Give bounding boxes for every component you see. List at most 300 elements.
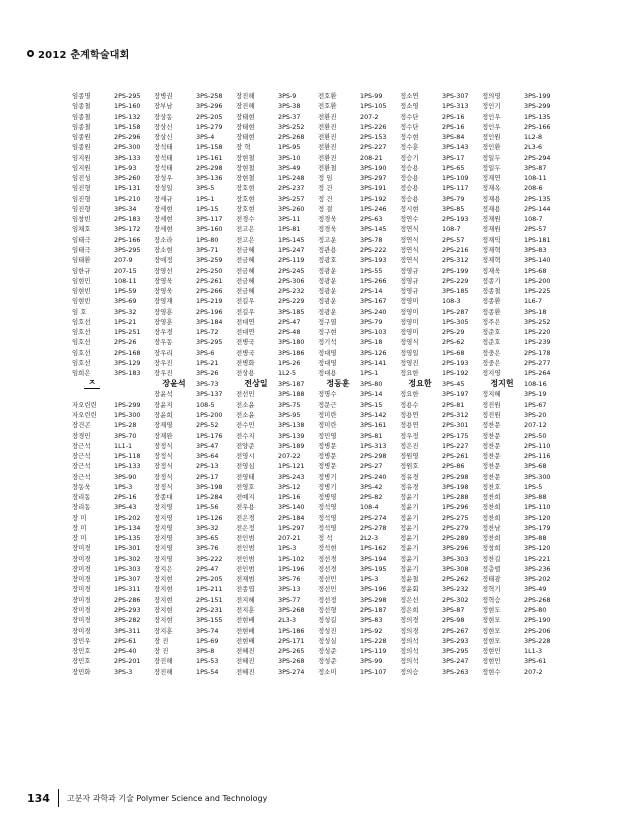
- author-name: 전영시: [236, 452, 255, 461]
- paper-code: 2PS-232: [278, 287, 305, 296]
- paper-code: 2PS-26: [114, 338, 137, 347]
- paper-code: 2PS-265: [278, 647, 305, 656]
- paper-code: 3PS-133: [114, 153, 141, 162]
- author-name: 임호선: [72, 328, 91, 337]
- paper-code: 3PS-186: [278, 348, 305, 357]
- author-name: 정원영: [400, 452, 419, 461]
- index-row: [72, 451, 562, 461]
- author-name: 자오린린: [72, 400, 97, 409]
- paper-code: 1PS-102: [278, 554, 305, 563]
- author-name: 정병문: [318, 462, 337, 471]
- author-name: 정주은: [482, 317, 501, 326]
- author-name: 정수훈: [400, 143, 419, 152]
- paper-code: 1PS-135: [114, 534, 141, 543]
- author-name: 정윤기: [400, 523, 419, 532]
- paper-code: 2PS-57: [442, 235, 465, 244]
- paper-code: 2PS-205: [196, 575, 223, 584]
- author-name: 임창빈: [72, 215, 91, 224]
- author-name: 정광호: [318, 256, 337, 265]
- index-row: [72, 605, 562, 615]
- paper-code: 3PS-10: [278, 153, 301, 162]
- author-name: 전인범: [236, 544, 255, 553]
- paper-code: 1PS-15: [196, 204, 219, 213]
- index-row: [72, 122, 562, 132]
- author-name: 장근석: [72, 441, 91, 450]
- paper-code: 3PS-11: [278, 215, 301, 224]
- paper-code: 3PS-295: [442, 647, 469, 656]
- author-name: 전혜진: [236, 667, 255, 676]
- author-name: 정수현: [400, 133, 419, 142]
- author-name: 전경수: [236, 215, 255, 224]
- paper-code: 2PS-144: [524, 204, 551, 213]
- paper-code: 3PS-85: [442, 204, 465, 213]
- author-name: 정선경: [318, 554, 337, 563]
- paper-code: 1PS-284: [196, 493, 223, 502]
- paper-code: 2PS-298: [360, 452, 387, 461]
- paper-code: 3PS-260: [278, 204, 305, 213]
- author-name: 전환철: [318, 163, 337, 172]
- author-name: 장영훈: [154, 317, 173, 326]
- paper-code: 1PS-145: [278, 235, 305, 244]
- author-name: 전금혜: [236, 256, 255, 265]
- author-name: 정연식: [400, 225, 419, 234]
- paper-code: 3PS-120: [524, 513, 551, 522]
- author-name: 장지훈: [154, 626, 173, 635]
- index-row: [72, 543, 562, 553]
- paper-code: 3PS-189: [278, 441, 305, 450]
- author-name: 정성진: [318, 626, 337, 635]
- author-name: 장진해: [154, 667, 173, 676]
- author-name: 임종철: [72, 102, 91, 111]
- paper-code: 3PS-199: [524, 92, 551, 100]
- paper-code: 2PS-151: [196, 595, 223, 604]
- author-name: 정영규: [400, 287, 419, 296]
- paper-code: 1PS-81: [278, 225, 301, 234]
- author-name: 정재익: [482, 235, 501, 244]
- author-name: 정찬길: [482, 554, 501, 563]
- paper-code: 3PS-74: [196, 626, 219, 635]
- author-name: 장 진: [154, 647, 169, 656]
- author-name: 정혁승: [482, 595, 501, 604]
- author-name: 정연수: [400, 215, 419, 224]
- author-name: 정인원: [482, 133, 501, 142]
- index-row: [72, 523, 562, 533]
- author-name: 정윤기: [400, 513, 419, 522]
- author-name: 정현모: [482, 616, 501, 625]
- paper-code: 1PS-279: [196, 122, 223, 131]
- author-name: 정찬남: [482, 523, 501, 532]
- paper-code: 3PS-79: [360, 317, 383, 326]
- paper-code: 2PS-184: [278, 513, 305, 522]
- paper-code: 3PS-43: [114, 503, 137, 512]
- author-name: 임 호: [72, 307, 87, 316]
- paper-code: 3PS-202: [524, 575, 551, 584]
- paper-code: 3PS-183: [114, 369, 141, 378]
- author-name: 정선정: [318, 595, 337, 604]
- paper-code: 1PS-56: [196, 503, 219, 512]
- author-name: 전인범: [236, 564, 255, 573]
- paper-code: 1PS-248: [278, 174, 305, 183]
- index-row: [72, 646, 562, 656]
- paper-code: 1PS-95: [278, 143, 301, 152]
- paper-code: 3PS-252: [524, 317, 551, 326]
- paper-code: 3PS-299: [524, 102, 551, 111]
- paper-code: 3PS-83: [360, 616, 383, 625]
- paper-code: 3PS-155: [196, 616, 223, 625]
- paper-code: 3PS-240: [360, 307, 387, 316]
- paper-code: 1PS-227: [442, 441, 469, 450]
- paper-code: 3PS-126: [360, 348, 387, 357]
- paper-code: 1PS-3: [114, 482, 133, 491]
- paper-code: 3PS-12: [278, 482, 301, 491]
- author-name: 전환진: [318, 133, 337, 142]
- paper-code: 2PS-135: [524, 194, 551, 203]
- paper-code: 1PS-220: [524, 328, 551, 337]
- paper-code: 1PS-1: [196, 194, 215, 203]
- paper-code: 1PS-121: [278, 462, 305, 471]
- author-name: 장지영: [154, 503, 173, 512]
- author-name: 장재완: [154, 431, 173, 440]
- author-name: 장윤지: [154, 400, 173, 409]
- author-name: 전지혜: [236, 595, 255, 604]
- paper-code: 1PS-21: [196, 358, 219, 367]
- author-name: 장영훈: [154, 307, 173, 316]
- paper-code: 3PS-19: [524, 390, 547, 399]
- author-name: 임진형: [72, 204, 91, 213]
- author-name: 정연식: [400, 256, 419, 265]
- author-name: 전은정: [236, 523, 255, 532]
- author-name: 정석현: [318, 544, 337, 553]
- author-name: 정찬희: [482, 534, 501, 543]
- paper-code: 2PS-166: [524, 122, 551, 131]
- paper-code: 207-21: [278, 534, 301, 543]
- author-name: 장호현: [236, 204, 255, 213]
- author-name: 장지현: [154, 585, 173, 594]
- author-name: 전금혜: [236, 245, 255, 254]
- paper-code: 2PS-250: [196, 266, 223, 275]
- author-index: [72, 91, 562, 677]
- paper-code: 3PS-38: [278, 102, 301, 111]
- author-name: 정준호: [482, 328, 501, 337]
- author-name: 임태극: [72, 235, 91, 244]
- author-name: 장미경: [72, 585, 91, 594]
- author-name: 임종철: [72, 122, 91, 131]
- author-name: 정병영: [318, 493, 337, 502]
- author-name: 전환진: [318, 153, 337, 162]
- author-name: 임호선: [72, 317, 91, 326]
- author-name: 정재욱: [482, 266, 501, 275]
- author-name: 정 건: [318, 194, 333, 203]
- author-name: 정의경: [400, 626, 419, 635]
- author-name: 정승용: [400, 194, 419, 203]
- paper-code: 3PS-61: [524, 657, 547, 666]
- paper-code: 3PS-65: [196, 534, 219, 543]
- paper-code: 3PS-32: [196, 523, 219, 532]
- paper-code: 2PS-301: [442, 421, 469, 430]
- paper-code: 1PS-69: [196, 636, 219, 645]
- paper-code: [112, 389, 154, 399]
- index-row: [72, 389, 562, 399]
- paper-code: 1PS-239: [524, 338, 551, 347]
- author-name: 전현배: [236, 626, 255, 635]
- paper-code: 2PS-277: [524, 358, 551, 367]
- paper-code: 1PS-107: [360, 667, 387, 676]
- paper-code: 1PS-202: [114, 513, 141, 522]
- paper-code: 2PS-166: [114, 235, 141, 244]
- paper-code: 3PS-8: [196, 647, 215, 656]
- author-name: 장정식: [154, 441, 173, 450]
- index-row: [72, 214, 562, 224]
- paper-code: 1PS-266: [360, 276, 387, 285]
- paper-code: 1PS-21: [114, 317, 137, 326]
- author-name: 정찬문: [482, 431, 501, 440]
- paper-code: 2PS-27: [360, 462, 383, 471]
- author-name: 전소윤: [236, 400, 255, 409]
- paper-code: 1PS-5: [524, 482, 543, 491]
- paper-code: 1PS-299: [114, 400, 141, 409]
- paper-code: 2PS-57: [524, 225, 547, 234]
- paper-code: 1PS-246: [360, 204, 387, 213]
- author-name: 정연식: [400, 245, 419, 254]
- paper-code: 1PS-192: [442, 369, 469, 378]
- paper-code: 3PS-64: [196, 452, 219, 461]
- paper-code: 3PS-88: [524, 534, 547, 543]
- author-name: 정선민: [318, 575, 337, 584]
- paper-code: 1PS-192: [360, 194, 387, 203]
- author-name: 장지영: [154, 534, 173, 543]
- paper-code: 2PS-116: [524, 452, 551, 461]
- author-name: 정찬호: [482, 482, 501, 491]
- paper-code: 3PS-9: [278, 92, 297, 100]
- paper-code: 208-21: [360, 153, 383, 162]
- author-name: 임호선: [72, 348, 91, 357]
- paper-code: 207-9: [114, 256, 133, 265]
- paper-code: 2PS-86: [442, 462, 465, 471]
- author-name: 장우리: [154, 348, 173, 357]
- author-name: 정찬희: [482, 513, 501, 522]
- author-name: 정태광: [482, 575, 501, 584]
- paper-code: 2PS-40: [114, 647, 137, 656]
- paper-code: 3PS-194: [360, 554, 387, 563]
- paper-code: 2PS-16: [442, 122, 465, 131]
- author-name: 장호현: [236, 194, 255, 203]
- paper-code: 2PS-275: [442, 513, 469, 522]
- paper-code: 3PS-180: [278, 338, 305, 347]
- paper-code: 2L3-3: [278, 616, 297, 625]
- paper-code: 3PS-296: [442, 544, 469, 553]
- author-name: 장태현: [236, 122, 255, 131]
- author-name: 임지원: [72, 153, 91, 162]
- page-header: [27, 46, 129, 60]
- paper-code: 3PS-193: [360, 256, 387, 265]
- paper-code: 3PS-75: [278, 400, 301, 409]
- author-name: 정윤기: [400, 554, 419, 563]
- author-name: 정미란: [318, 410, 337, 419]
- author-name: 전상용: [236, 369, 255, 378]
- index-row: [72, 656, 562, 666]
- author-name: 장지현: [154, 595, 173, 604]
- index-row: [72, 595, 562, 605]
- author-name: 정윤회: [400, 585, 419, 594]
- author-name: 정용연: [400, 421, 419, 430]
- paper-code: 3PS-197: [442, 390, 469, 399]
- paper-code: 1PS-162: [360, 544, 387, 553]
- author-name: 임현민: [72, 276, 91, 285]
- paper-code: 2PS-16: [114, 493, 137, 502]
- author-name: 장소라: [154, 235, 173, 244]
- paper-code: 1PS-117: [442, 184, 469, 193]
- author-name: 정광운: [318, 266, 337, 275]
- author-name: 장윤희: [154, 410, 173, 419]
- author-name: 전현배: [236, 636, 255, 645]
- author-name: 임종명: [72, 92, 91, 100]
- author-name: 전선민: [236, 390, 255, 399]
- author-name: 정원호: [400, 462, 419, 471]
- paper-code: 2PS-268: [524, 595, 551, 604]
- paper-code: 3PS-71: [196, 245, 219, 254]
- paper-code: 1PS-134: [114, 523, 141, 532]
- paper-code: 2PS-153: [360, 133, 387, 142]
- author-name: 전지훈: [236, 606, 255, 615]
- paper-code: 2PS-82: [360, 493, 383, 502]
- paper-code: 2PS-261: [442, 452, 469, 461]
- paper-code: 2PS-227: [360, 143, 387, 152]
- paper-code: 3PS-138: [278, 421, 305, 430]
- paper-code: 3PS-145: [360, 225, 387, 234]
- paper-code: 3PS-5: [196, 184, 215, 193]
- paper-code: 3PS-307: [442, 92, 469, 100]
- paper-code: 2PS-47: [278, 317, 301, 326]
- author-name: 정찬문: [482, 452, 501, 461]
- index-row: [72, 307, 562, 317]
- author-name: 전병화: [236, 358, 255, 367]
- author-name: 장성우: [154, 174, 173, 183]
- author-name: 장태현: [236, 112, 255, 121]
- paper-code: 3PS-81: [360, 431, 383, 440]
- author-name: 장근석: [72, 462, 91, 471]
- paper-code: 1PS-307: [114, 575, 141, 584]
- paper-code: 1PS-158: [196, 143, 223, 152]
- author-name: 장애정: [154, 256, 173, 265]
- author-name: 전인범: [236, 534, 255, 543]
- author-name: 정재원: [482, 225, 501, 234]
- paper-code: 2PS-187: [360, 606, 387, 615]
- author-name: 장우동: [154, 338, 173, 347]
- index-row: [72, 513, 562, 523]
- paper-code: 2PS-199: [442, 266, 469, 275]
- index-row: [72, 420, 562, 430]
- paper-code: 3PS-69: [114, 297, 137, 306]
- paper-code: 3PS-84: [442, 133, 465, 142]
- paper-code: 3PS-296: [196, 102, 223, 111]
- author-name: 전수지: [236, 431, 255, 440]
- author-name: 장태현: [236, 133, 255, 142]
- author-name: 정일두: [482, 153, 501, 162]
- paper-code: 3PS-222: [196, 554, 223, 563]
- paper-code: 1PS-181: [524, 235, 551, 244]
- paper-code: 3PS-258: [196, 92, 223, 100]
- author-name: 장 미: [72, 513, 87, 522]
- author-name: 정민영: [318, 431, 337, 440]
- index-row: [72, 636, 562, 646]
- paper-code: 2PS-205: [196, 112, 223, 121]
- index-row: [72, 554, 562, 564]
- author-name: 정광운: [318, 276, 337, 285]
- paper-code: 2PS-63: [360, 215, 383, 224]
- paper-code: 1PS-54: [196, 667, 219, 676]
- author-name: 전호환: [318, 102, 337, 111]
- author-name: 정문근: [318, 400, 337, 409]
- paper-code: 3PS-184: [196, 317, 223, 326]
- author-name: 장미경: [72, 606, 91, 615]
- paper-code: 108-7: [524, 215, 543, 224]
- index-row: [72, 358, 562, 368]
- paper-code: 3PS-282: [114, 616, 141, 625]
- paper-code: 3PS-198: [196, 482, 223, 491]
- paper-code: 2PS-52: [196, 421, 219, 430]
- paper-code: 2PS-266: [196, 287, 223, 296]
- index-row: [72, 564, 562, 574]
- author-name: 장우경: [154, 328, 173, 337]
- author-name: 전영태: [236, 472, 255, 481]
- author-name: 정은희: [400, 606, 419, 615]
- paper-code: 3PS-136: [196, 174, 223, 183]
- index-row: [72, 584, 562, 594]
- author-name: 정재연: [482, 174, 501, 183]
- author-name: 전길우: [236, 307, 255, 316]
- paper-code: 3PS-268: [278, 606, 305, 615]
- author-name: 정영규: [400, 276, 419, 285]
- author-name: 정영규: [400, 266, 419, 275]
- author-name: 전은경: [236, 513, 255, 522]
- author-name: 정진원: [482, 410, 501, 419]
- author-name: 장정식: [154, 452, 173, 461]
- author-name: 장미경: [72, 544, 91, 553]
- author-name: 정광운: [318, 287, 337, 296]
- author-name: 정미란: [318, 421, 337, 430]
- paper-code: 1PS-109: [442, 174, 469, 183]
- author-name: 정재옥: [482, 184, 501, 193]
- paper-code: 2PS-37: [278, 112, 301, 121]
- author-name: 전재범: [236, 575, 255, 584]
- journal-name: 고분자 과학과 기술 Polymer Science and Technology: [66, 793, 268, 803]
- author-name: 정소미: [318, 667, 337, 676]
- paper-code: 3PS-274: [278, 667, 305, 676]
- author-name: 정재용: [482, 194, 501, 203]
- author-name: 장 혁: [236, 143, 251, 152]
- index-row: [72, 255, 562, 265]
- paper-code: 3PS-26: [196, 369, 219, 378]
- paper-code: 1PS-160: [114, 102, 141, 111]
- author-name: 정경욱: [318, 215, 337, 224]
- author-name: 정선경: [318, 564, 337, 573]
- author-name: 정윤기: [400, 493, 419, 502]
- paper-code: 2PS-295: [114, 92, 141, 100]
- paper-code: 2PS-296: [114, 133, 141, 142]
- paper-code: 1L2-5: [278, 369, 297, 378]
- author-name: 정용수: [400, 400, 419, 409]
- paper-code: 3PS-247: [442, 657, 469, 666]
- paper-code: 1PS-68: [442, 348, 465, 357]
- author-name: 장지은: [154, 564, 173, 573]
- author-name: 장세현: [154, 225, 173, 234]
- paper-code: 3PS-191: [360, 184, 387, 193]
- paper-code: 3PS-185: [442, 287, 469, 296]
- author-name: 정인우: [482, 122, 501, 131]
- paper-code: 207-2: [360, 112, 379, 121]
- author-name: 정윤기: [400, 564, 419, 573]
- paper-code: 2PS-229: [442, 276, 469, 285]
